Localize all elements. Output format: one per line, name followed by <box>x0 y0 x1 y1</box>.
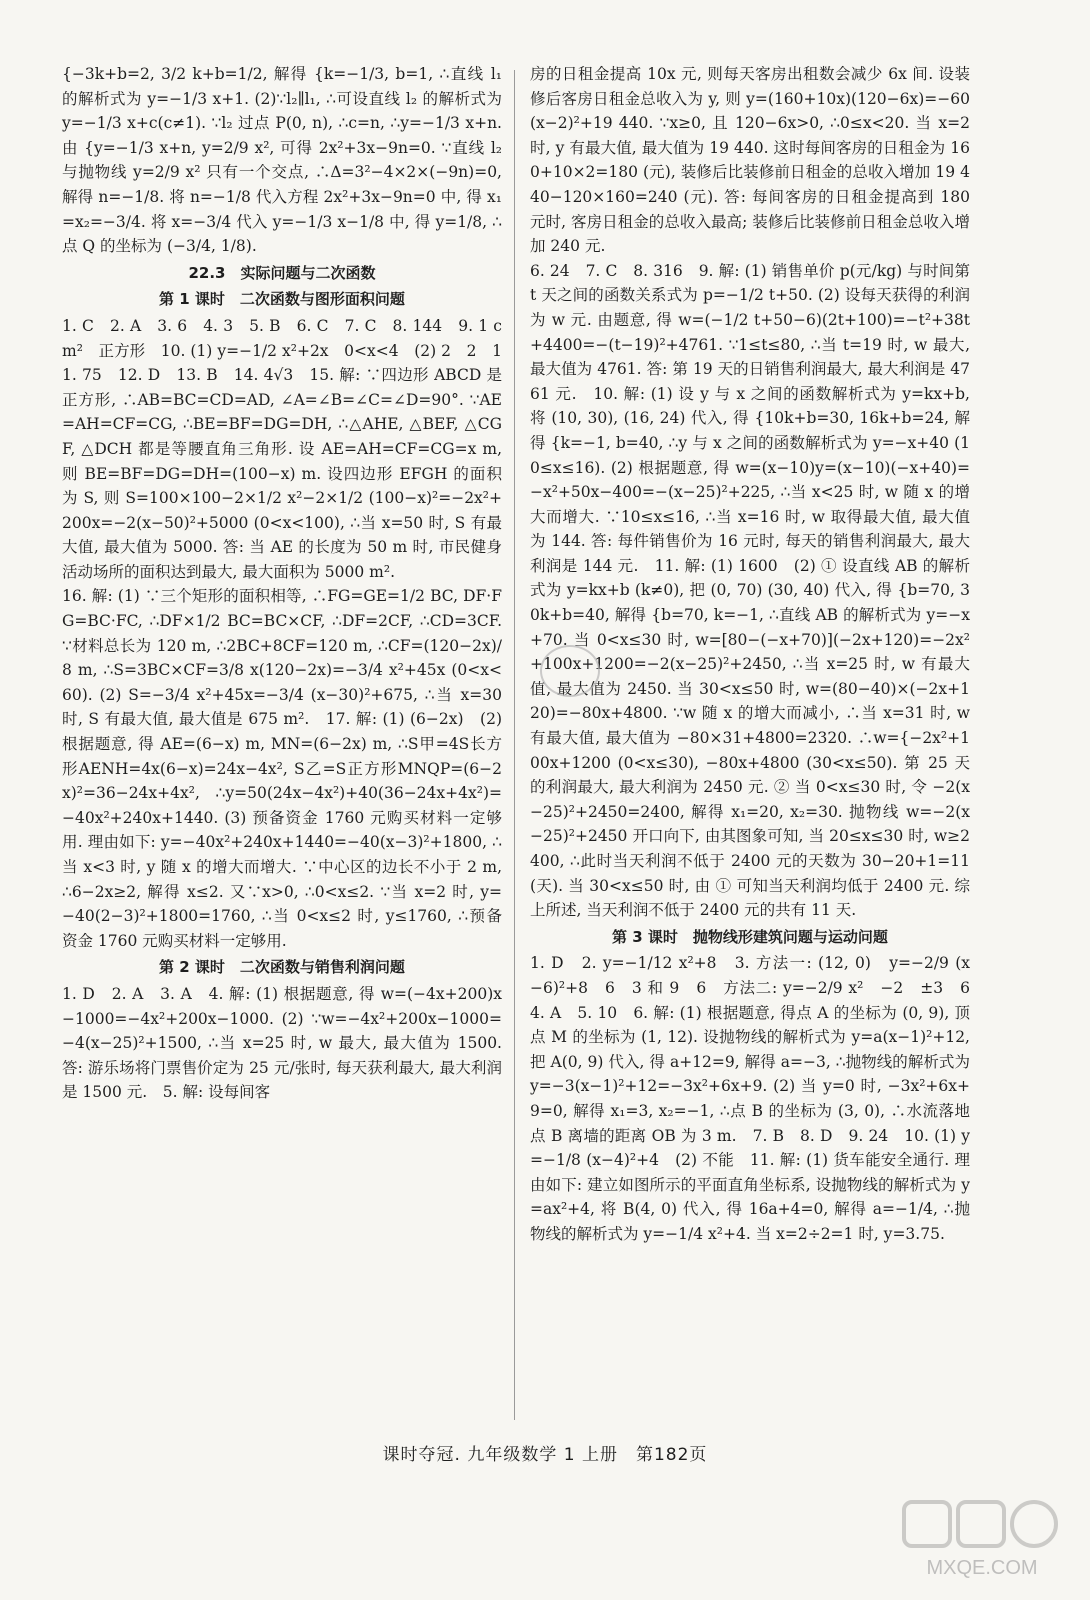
watermark-text: MXQE.COM <box>926 1557 1038 1579</box>
lesson-heading: 第 2 课时 二次函数与销售利润问题 <box>159 958 405 977</box>
paragraph: 1. D 2. y=−1/12 x²+8 3. 方法一: (12, 0) y=−2/9 (x−6)²+8 6 3 和 9 6 方法二: y=−2/9 x² −2 ±3 6 4. A 5. 10 6. 解: (1) 根据题意, 得点 A 的坐标为 (0, 9), 顶点 M 的坐标为 (1, 12). 设抛物线的解析式为 y=a(x−1)²+12, 把 A(0, 9) 代入, 得 a+12=9, 解得 a=−3, ∴抛物线的解析式为 y=−3(x−1)²+12=−3x²+6x+9. (2) 当 y=0 时, −3x²+6x+9=0, 解得 x₁=3, x₂=−1, ∴点 B 的坐标为 (3, 0), ∴水流落地点 B 离墙的距离 OB 为 3 m. 7. B 8. D 9. 24 10. (1) y=−1/8 (x−4)²+4 (2) 不能 11. 解: (1) 货车能安全通行. 理由如下: 建立如图所示的平面直角坐标系, 设抛物线的解析式为 y=ax²+4, 将 B(4, 0) 代入, 得 16a+4=0, 解得 a=−1/4, ∴抛物线的解析式为 y=−1/4 x²+4. 当 x=2÷2=1 时, y=3.75. <box>530 954 986 1243</box>
watermark-logo <box>898 1496 1066 1582</box>
lesson-heading: 第 3 课时 抛物线形建筑问题与运动问题 <box>612 927 888 946</box>
page-footer: 课时夺冠. 九年级数学 1 上册 第182页 <box>382 1445 708 1465</box>
paragraph: 1. D 2. A 3. A 4. 解: (1) 根据题意, 得 w=(−4x+200)x−1000=−4x²+200x−1000. (2) ∵w=−4x²+200x−1000=−4(x−25)²+1500, ∴当 x=25 时, w 最大, 最大值为 1500. 答: 游乐场将门票售价定为 25 元/张时, 每天获利最大, 最大利润是 1500 元. 5. 解: 设每间客 <box>62 984 507 1102</box>
lesson-heading: 第 1 课时 二次函数与图形面积问题 <box>159 290 405 309</box>
column-divider <box>514 70 515 1420</box>
paragraph: 16. 解: (1) ∵三个矩形的面积相等, ∴FG=GE=1/2 BC, DF·FG=BC·FC, ∴DF×1/2 BC=BC×CF, ∴DF=2CF, ∴CD=3CF. ∵材料总长为 120 m, ∴2BC+8CF=120 m, ∴CF=(120−2x)/8 m, ∴S=3BC×CF=3/8 x(120−2x)=−3/4 x²+45x (0<x<60). (2) S=−3/4 x²+45x=−3/4 (x−30)²+675, ∴当 x=30 时, S 有最大值, 最大值是 675 m². 17. 解: (1) (6−2x) (2) 根据题意, 得 AE=(6−x) m, MN=(6−2x) m, ∴S甲=4S长方形AENH=4x(6−x)=24x−4x², S乙=S正方形MNQP=(6−2x)²=36−24x+4x², ∴y=50(24x−4x²)+40(36−24x+4x²)=−40x²+240x+1440. (3) 预备资金 1760 元购买材料一定够用. 理由如下: y=−40x²+240x+1440=−40(x−3)²+1800, ∴当 x<3 时, y 随 x 的增大而增大. ∵中心区的边长不小于 2 m, ∴6−2x≥2, 解得 x≤2. 又∵x>0, ∴0<x≤2. ∵当 x=2 时, y=−40(2−3)²+1800=1760, ∴当 0<x≤2 时, y≤1760, ∴预备资金 1760 元购买材料一定够用. <box>62 587 507 950</box>
right-column <box>530 62 986 1247</box>
paragraph: 1. C 2. A 3. 6 4. 3 5. B 6. C 7. C 8. 144 9. 1 cm² 正方形 10. (1) y=−1/2 x²+2x 0<x<4 (2) 2 2 11. 75 12. D 13. B 14. 4√3 15. 解: ∵四边形 ABCD 是正方形, ∴AB=BC=CD=AD, ∠A=∠B=∠C=∠D=90°. ∵AE=AH=CF=CG, ∴BE=BF=DG=DH, ∴△AHE, △BEF, △CGF, △DCH 都是等腰直角三角形. 设 AE=AH=CF=CG=x m, 则 BE=BF=DG=DH=(100−x) m. 设四边形 EFGH 的面积为 S, 则 S=100×100−2×1/2 x²−2×1/2 (100−x)²=−2x²+200x=−2(x−50)²+5000 (0<x<100), ∴当 x=50 时, S 有最大值, 最大值为 5000. 答: 当 AE 的长度为 50 m 时, 市民健身活动场所的面积达到最大, 最大面积为 5000 m². <box>62 316 507 581</box>
paragraph: 6. 24 7. C 8. 316 9. 解: (1) 销售单价 p(元/kg) 与时间第 t 天之间的函数关系式为 p=−1/2 t+50. (2) 设每天获得的利润为 w 元. 由题意, 得 w=(−1/2 t+50−6)(2t+100)=−t²+38t+4400=−(t−19)²+4761. ∵1≤t≤80, ∴当 t=19 时, w 最大, 最大值为 4761. 答: 第 19 天的日销售利润最大, 最大利润是 4761 元. 10. 解: (1) 设 y 与 x 之间的函数解析式为 y=kx+b, 将 (10, 30), (16, 24) 代入, 得 {10k+b=30, 16k+b=24, 解得 {k=−1, b=40, ∴y 与 x 之间的函数解析式为 y=−x+40 (10≤x≤16). (2) 根据题意, 得 w=(x−10)y=(x−10)(−x+40)=−x²+50x−400=−(x−25)²+225, ∴当 x<25 时, w 随 x 的增大而增大. ∵10≤x≤16, ∴当 x=16 时, w 取得最大值, 最大值为 144. 答: 每件销售价为 16 元时, 每天的销售利润最大, 最大利润是 144 元. 11. 解: (1) 1600 (2) ① 设直线 AB 的解析式为 y=kx+b (k≠0), 把 (0, 70) (30, 40) 代入, 得 {b=70, 30k+b=40, 解得 {b=70, k=−1, ∴直线 AB 的解析式为 y=−x+70. 当 0<x≤30 时, w=[80−(−x+70)](−2x+120)=−2x²+100x+1200=−2(x−25)²+2450, ∴当 x=25 时, w 有最大值, 最大值为 2450. 当 30<x≤50 时, w=(80−40)×(−2x+120)=−80x+4800. ∵w 随 x 的增大而减小, ∴当 x=31 时, w 有最大值, 最大值为 −80×31+4800=2320. ∴w={−2x²+100x+1200 (0<x≤30), −80x+4800 (30<x≤50). 第 25 天的利润最大, 最大利润为 2450 元. ② 当 0<x≤30 时, 令 −2(x−25)²+2450=2400, 解得 x₁=20, x₂=30. 抛物线 w=−2(x−25)²+2450 开口向下, 由其图象可知, 当 20≤x≤30 时, w≥2400, ∴此时当天利润不低于 2400 元的天数为 30−20+1=11 (天). 当 30<x≤50 时, 由 ① 可知当天利润均低于 2400 元. 综上所述, 当天利润不低于 2400 元的共有 11 天. <box>530 261 975 920</box>
left-column <box>62 62 507 1105</box>
section-heading: 22.3 实际问题与二次函数 <box>188 263 376 282</box>
paragraph: {−3k+b=2, 3/2 k+b=1/2, 解得 {k=−1/3, b=1, ∴直线 l₁ 的解析式为 y=−1/3 x+1. (2)∵l₂∥l₁, ∴可设直线 l₂ 的解析式为 y=−1/3 x+c(c≠1). ∵l₂ 过点 P(0, n), ∴c=n, ∴y=−1/3 x+n. 由 {y=−1/3 x+n, y=2/9 x², 可得 2x²+3x−9n=0. ∵直线 l₂ 与抛物线 y=2/9 x² 只有一个交点, ∴Δ=3²−4×2×(−9n)=0, 解得 n=−1/8. 将 n=−1/8 代入方程 2x²+3x−9n=0 中, 得 x₁=x₂=−3/4. 将 x=−3/4 代入 y=−1/3 x−1/8 中, 得 y=1/8, ∴点 Q 的坐标为 (−3/4, 1/8). <box>62 65 507 256</box>
paragraph: 房的日租金提高 10x 元, 则每天客房出租数会减少 6x 间. 设装修后客房日租金总收入为 y, 则 y=(160+10x)(120−6x)=−60(x−2)²+19 440. ∵x≥0, 且 120−6x>0, ∴0≤x<20. 当 x=2 时, y 有最大值, 最大值为 19 440. 这时每间客房的日租金为 160+10×2=180 (元), 装修后比装修前日租金的总收入增加 19 440−120×160=240 (元). 答: 每间客房的日租金提高到 180 元时, 客房日租金的总收入最高; 装修后比装修前日租金总收入增加 240 元. <box>530 65 975 256</box>
stamp-mark <box>540 645 600 697</box>
